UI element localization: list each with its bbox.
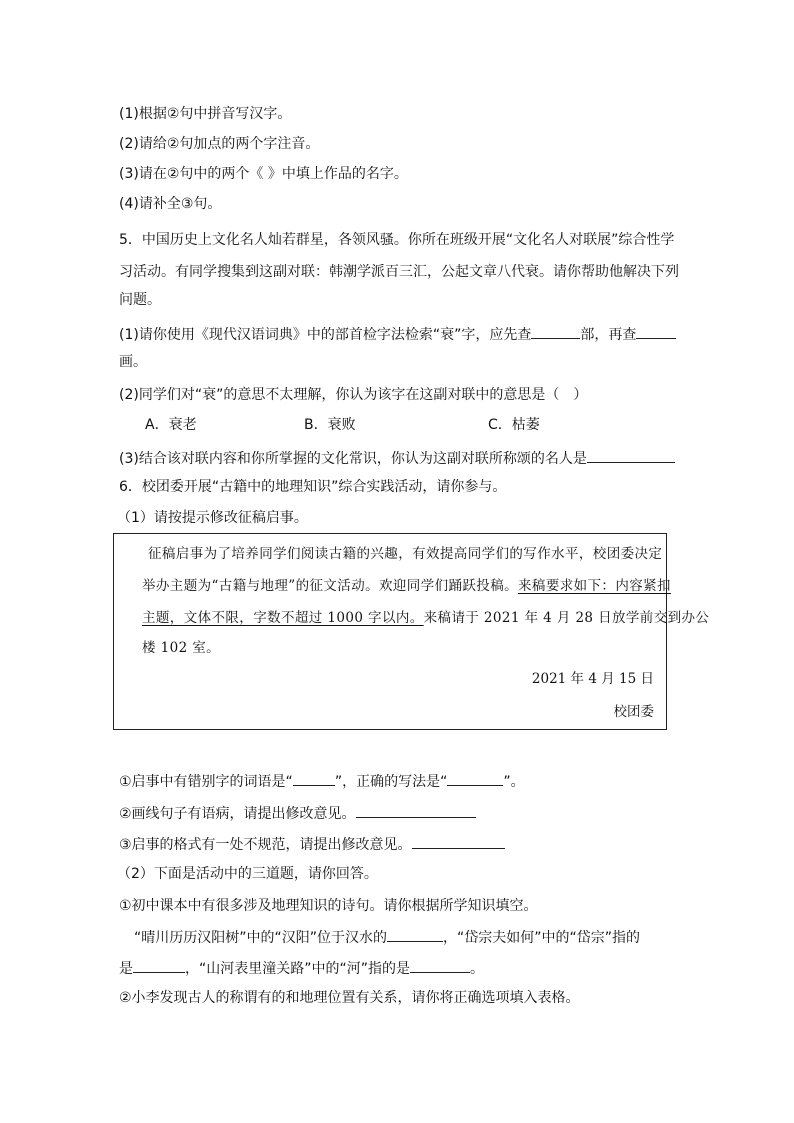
- question-5-part-1: [119, 323, 676, 345]
- answer-blank[interactable]: [587, 447, 675, 463]
- notice-line-3-text: 来稿请于 2021 年 4 月 28 日放学前交到办公: [423, 610, 710, 626]
- answer-blank[interactable]: [636, 323, 676, 339]
- question-5-options: [0, 414, 794, 434]
- question-6-1-b-text: ②画线句子有语病，请提出修改意见。: [119, 806, 356, 822]
- question-5-stem-line-3: 问题。: [119, 292, 161, 308]
- question-5-stem-line-1: 5．中国历史上文化名人灿若群星，各领风骚。你所在班级开展“文化名人对联展”综合性学: [119, 232, 675, 248]
- question-6-1-a: [119, 770, 525, 792]
- question-6-2-a-line-2: [134, 926, 640, 948]
- answer-blank[interactable]: [356, 802, 476, 818]
- notice-signature: 校团委: [613, 704, 654, 720]
- question-6-2-a-line-3: [119, 957, 484, 979]
- notice-line-2-text: 举办主题为“古籍与地理”的征文活动。欢迎同学们踊跃投稿。: [142, 578, 519, 594]
- question-6-2-a-text-3: 是: [119, 961, 133, 977]
- answer-blank[interactable]: [531, 323, 580, 339]
- answer-blank[interactable]: [410, 957, 470, 973]
- underlined-sentence: 来稿要求如下：内容紧扣: [518, 578, 671, 594]
- question-5-part-1-text-b: 部，再查: [580, 327, 637, 343]
- question-5-part-3-text: (3)结合该对联内容和你所掌握的文化常识，你认为这副对联所称颂的名人是: [119, 451, 587, 467]
- option-a[interactable]: A．衰老: [145, 417, 197, 433]
- question-6-1-b: [119, 802, 476, 824]
- option-c[interactable]: C．枯萎: [488, 417, 540, 433]
- answer-blank[interactable]: [387, 926, 443, 942]
- notice-box: [113, 533, 710, 730]
- question-6-sub-2: （2）下面是活动中的三道题，请你回答。: [117, 866, 378, 882]
- question-6-stem: 6．校团委开展“古籍中的地理知识”综合实践活动，请你参与。: [119, 479, 507, 495]
- question-4-part-1: (1)根据②句中拼音写汉字。: [119, 106, 292, 122]
- question-6-2-a-text-4: ，“山河表里潼关路”中的“河”指的是: [185, 961, 411, 977]
- answer-blank[interactable]: [133, 957, 185, 973]
- question-6-1-a-text-1: ①启事中有错别字的词语是“: [119, 774, 293, 790]
- notice-date: 2021 年 4 月 15 日: [531, 671, 654, 687]
- question-4-part-4: (4)请补全③句。: [119, 196, 222, 212]
- question-4-part-3: (3)请在②句中的两个《 》中填上作品的名字。: [119, 166, 408, 182]
- option-b[interactable]: B．衰败: [304, 417, 356, 433]
- answer-blank[interactable]: [412, 833, 505, 849]
- question-4-part-2: (2)请给②句加点的两个字注音。: [119, 136, 320, 152]
- question-5-part-3: [119, 447, 675, 469]
- underlined-sentence: 主题，文体不限，字数不超过 1000 字以内。: [142, 610, 424, 626]
- question-6-1-c: [119, 833, 505, 855]
- question-6-sub-1: （1）请按提示修改征稿启事。: [117, 510, 308, 526]
- notice-line-3: [142, 608, 709, 628]
- question-5-part-1-text-a: (1)请你使用《现代汉语词典》中的部首检字法检索“衰”字，应先查: [119, 327, 532, 343]
- question-6-2-a-text-1: “晴川历历汉阳树”中的“汉阳”位于汉水的: [134, 930, 388, 946]
- question-5-stem-line-2: 习活动。有同学搜集到这副对联：韩潮学派百三汇，公起文章八代衰。请你帮助他解决下列: [119, 264, 679, 280]
- question-6-1-a-text-2: ”，正确的写法是“: [334, 774, 448, 790]
- notice-line-4: 楼 102 室。: [142, 640, 221, 656]
- notice-line-1: 征稿启事为了培养同学们阅读古籍的兴趣，有效提高同学们的写作水平，校团委决定: [148, 546, 663, 562]
- question-6-1-c-text: ③启事的格式有一处不规范，请提出修改意见。: [119, 837, 412, 853]
- answer-blank[interactable]: [293, 770, 335, 786]
- question-6-2-a-text-5: 。: [470, 961, 485, 977]
- question-6-2-b: ②小李发现古人的称谓有的和地理位置有关系，请你将正确选项填入表格。: [119, 990, 580, 1006]
- question-5-part-2: (2)同学们对“衰”的意思不太理解，你认为该字在这副对联中的意思是（ ）: [119, 387, 588, 403]
- question-6-2-a-text-2: ，“岱宗夫如何”中的“岱宗”指的: [443, 930, 641, 946]
- answer-blank[interactable]: [447, 770, 503, 786]
- question-5-part-1-cont: 画。: [119, 354, 147, 370]
- question-6-1-a-text-3: ”。: [503, 774, 525, 790]
- question-6-2-a: ①初中课本中有很多涉及地理知识的诗句。请你根据所学知识填空。: [119, 898, 538, 914]
- notice-line-2: [142, 576, 671, 596]
